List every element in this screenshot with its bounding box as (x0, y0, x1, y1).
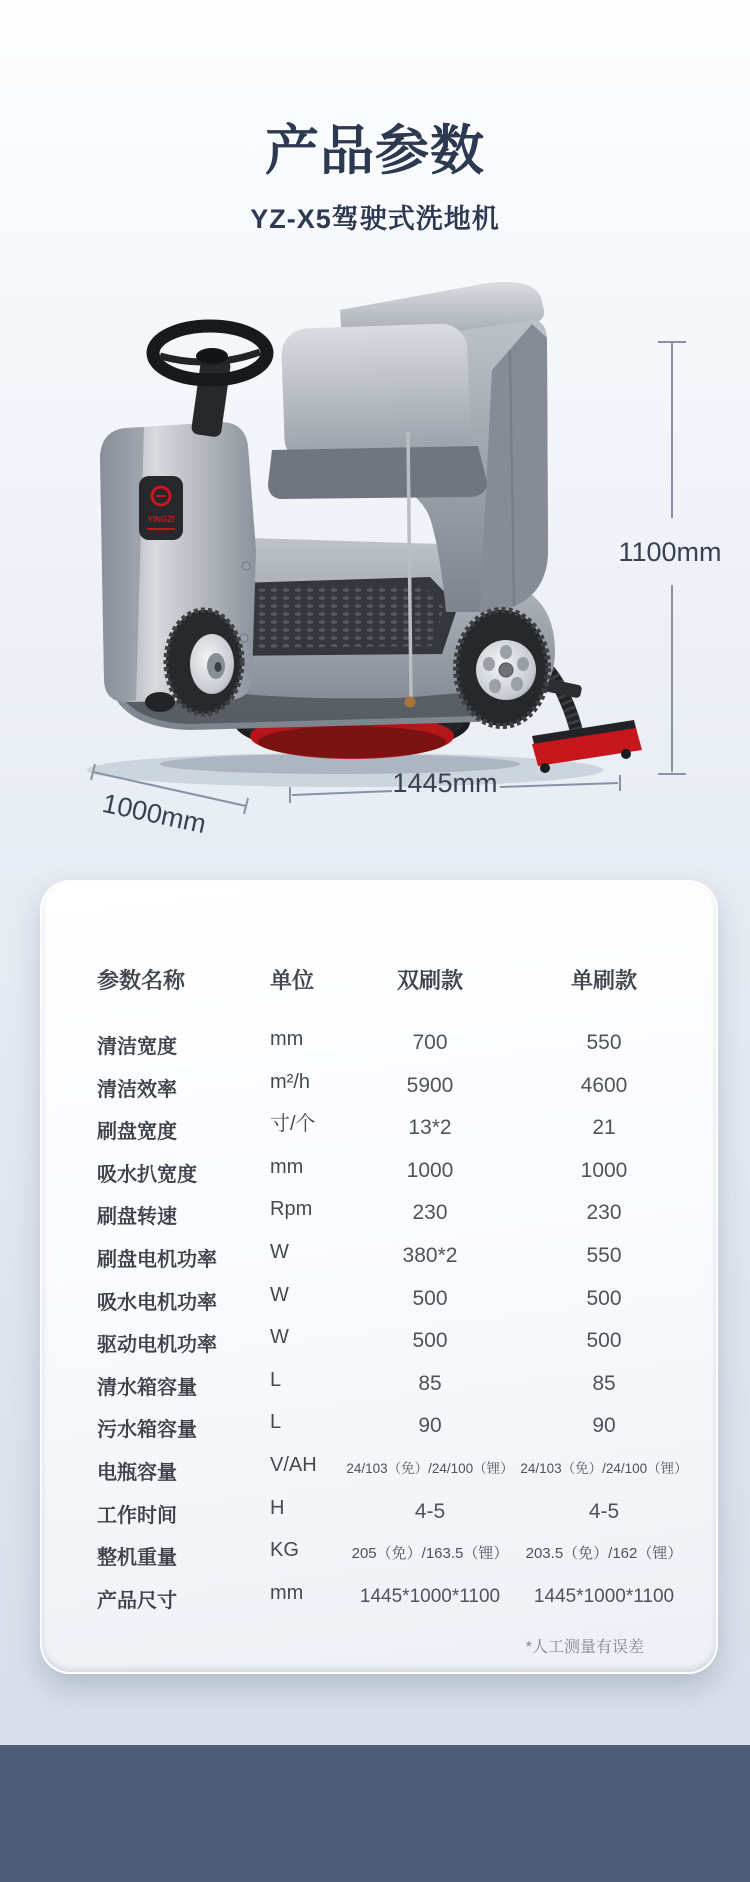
row-double-value: 500 (412, 1329, 448, 1352)
row-name: 工作时间 (97, 1505, 177, 1527)
machine-illustration (40, 250, 700, 830)
row-unit: W (270, 1284, 289, 1306)
row-name: 驱动电机功率 (97, 1334, 217, 1356)
table-row (42, 1324, 716, 1366)
header-parameter: 参数名称 (97, 968, 186, 993)
table-row (42, 1196, 716, 1238)
row-double-value: 13*2 (408, 1116, 452, 1139)
product-model-subtitle: YZ-X5驾驶式洗地机 (250, 204, 500, 234)
row-double-value: 1445*1000*1100 (359, 1586, 501, 1607)
row-double-value: 380*2 (402, 1244, 458, 1267)
row-name: 清洁宽度 (97, 1036, 177, 1058)
row-single-value: 550 (586, 1031, 622, 1054)
row-single-value: 500 (586, 1329, 622, 1352)
brand-badge (139, 476, 183, 540)
table-row (42, 1537, 716, 1579)
header-unit: 单位 (270, 968, 315, 993)
row-single-value: 550 (586, 1244, 622, 1267)
table-row (42, 1069, 716, 1111)
header-double-brush: 双刷款 (396, 968, 463, 993)
table-row (42, 1495, 716, 1537)
row-name: 产品尺寸 (97, 1590, 177, 1612)
seat (268, 323, 487, 499)
table-header-row (42, 960, 716, 1002)
spec-card (40, 880, 718, 1674)
row-name: 清洁效率 (97, 1079, 177, 1101)
row-single-value: 24/103（免）/24/100（锂） (520, 1461, 688, 1476)
row-single-value: 1445*1000*1100 (533, 1586, 675, 1607)
row-double-value: 1000 (406, 1159, 454, 1182)
row-name: 污水箱容量 (97, 1419, 197, 1441)
rear-wheel (456, 610, 548, 726)
table-row (42, 1409, 716, 1451)
row-unit: 寸/个 (270, 1113, 316, 1135)
table-row (42, 1367, 716, 1409)
row-unit: mm (270, 1582, 304, 1604)
row-name: 刷盘转速 (97, 1206, 177, 1228)
dimension-length-label: 1445mm (392, 768, 498, 798)
row-single-value: 500 (586, 1287, 622, 1310)
footer-band (0, 1745, 750, 1882)
brand-logo-text: YINGZI (147, 515, 175, 524)
row-name: 吸水扒宽度 (97, 1164, 197, 1186)
row-name: 刷盘宽度 (97, 1121, 177, 1143)
measurement-disclaimer: *人工测量有误差 (525, 1639, 644, 1656)
row-single-value: 85 (592, 1372, 616, 1395)
row-single-value: 230 (586, 1201, 622, 1224)
row-unit: KG (270, 1539, 299, 1561)
row-double-value: 500 (412, 1287, 448, 1310)
row-unit: V/AH (270, 1454, 317, 1476)
row-unit: m²/h (270, 1071, 310, 1093)
row-unit: mm (270, 1156, 304, 1178)
row-unit: W (270, 1241, 289, 1263)
row-double-value: 230 (412, 1201, 448, 1224)
row-name: 吸水电机功率 (97, 1292, 217, 1314)
table-row (42, 1111, 716, 1153)
row-single-value: 203.5（免）/162（锂） (525, 1545, 683, 1562)
dimension-height-label: 1100mm (618, 537, 722, 567)
row-double-value: 85 (418, 1372, 442, 1395)
table-row (42, 1580, 716, 1622)
page-title: 产品参数 (265, 121, 485, 181)
row-unit: mm (270, 1028, 304, 1050)
table-row (42, 1026, 716, 1068)
row-single-value: 1000 (580, 1159, 628, 1182)
row-unit: L (270, 1411, 282, 1433)
header-single-brush: 单刷款 (570, 968, 637, 993)
row-single-value: 90 (592, 1414, 616, 1437)
row-name: 整机重量 (97, 1547, 177, 1569)
dimension-width-label: 1000mm (99, 788, 209, 840)
table-row (42, 1239, 716, 1281)
row-name: 电瓶容量 (97, 1462, 177, 1484)
row-double-value: 5900 (406, 1074, 454, 1097)
row-unit: W (270, 1326, 289, 1348)
steering-wheel (153, 326, 267, 438)
row-single-value: 21 (592, 1116, 616, 1139)
row-single-value: 4600 (580, 1074, 628, 1097)
row-double-value: 4-5 (414, 1500, 446, 1523)
table-row (42, 1282, 716, 1324)
row-double-value: 205（免）/163.5（锂） (351, 1545, 509, 1562)
row-single-value: 4-5 (588, 1500, 620, 1523)
row-name: 清水箱容量 (97, 1377, 197, 1399)
row-unit: L (270, 1369, 282, 1391)
row-unit: H (270, 1497, 285, 1519)
row-double-value: 700 (412, 1031, 448, 1054)
table-row (42, 1154, 716, 1196)
table-row (42, 1452, 716, 1494)
row-unit: Rpm (270, 1198, 313, 1220)
row-double-value: 90 (418, 1414, 442, 1437)
row-double-value: 24/103（免）/24/100（锂） (346, 1461, 514, 1476)
row-name: 刷盘电机功率 (97, 1249, 217, 1271)
